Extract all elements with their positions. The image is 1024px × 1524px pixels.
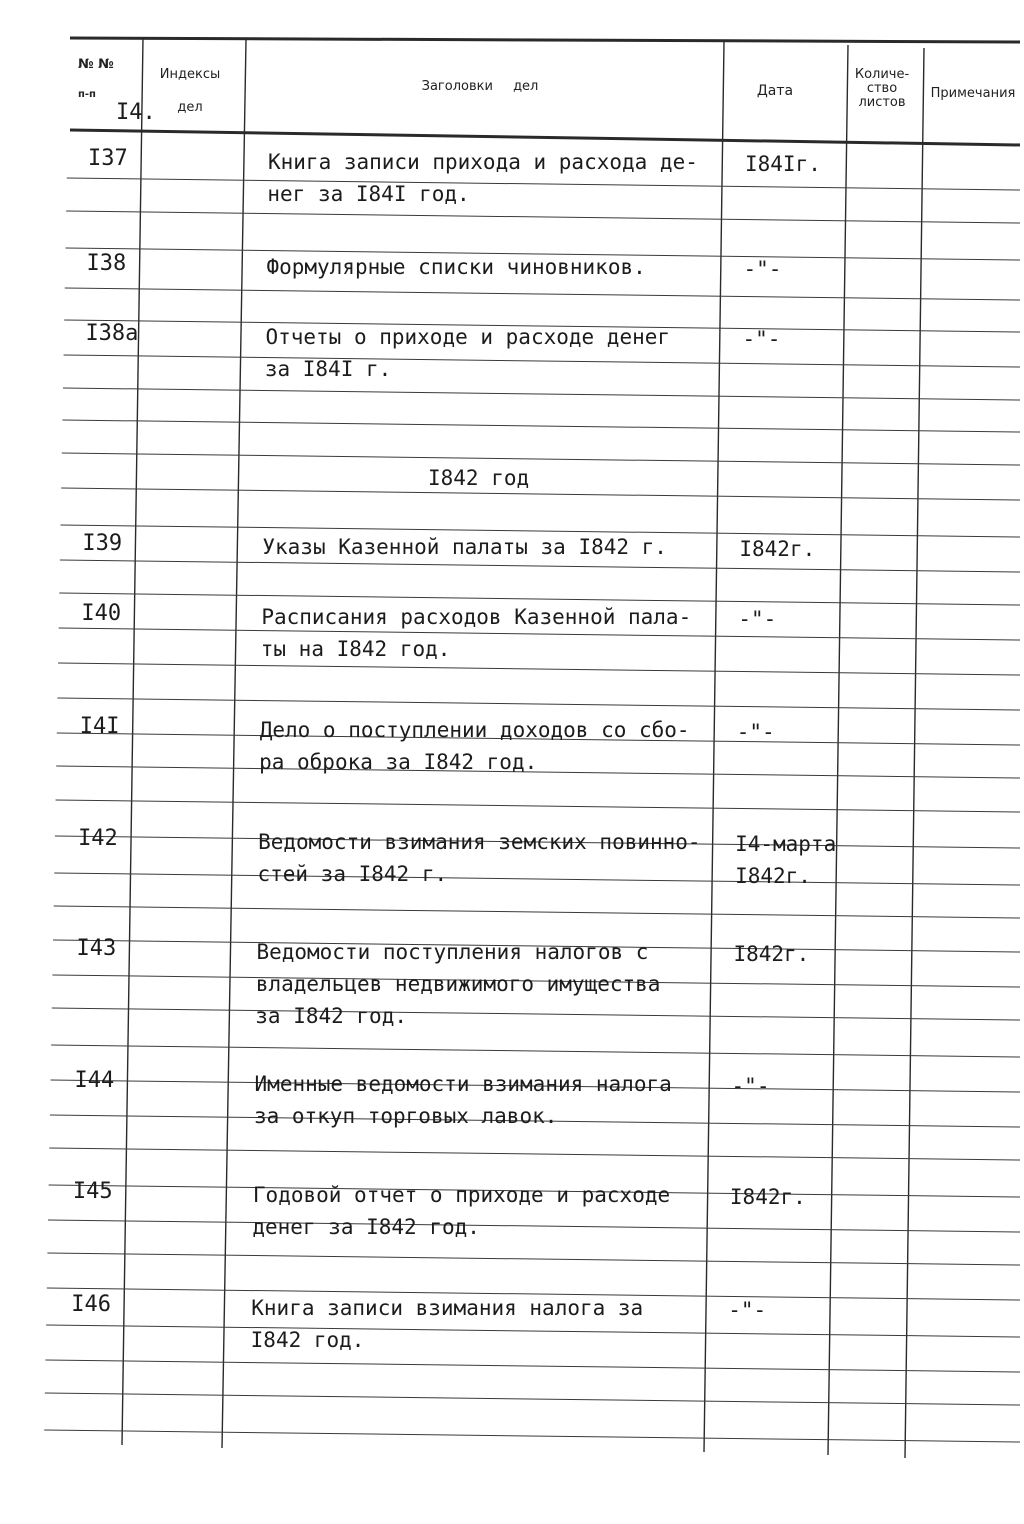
header-date-col: Дата [756,83,794,99]
ruled-line [62,420,1020,432]
ruled-line [59,628,1020,640]
ruled-line [62,453,1020,465]
entry-number: I44 [74,1068,115,1093]
header-index-col: Индексы дел [159,67,221,115]
entry-date: I842г. [729,1185,806,1209]
entry-title-line: Расписания расходов Казенной пала- [261,605,692,629]
entry-title-line: за I842 год. [255,1004,407,1028]
ruled-line [45,1393,1020,1405]
ruled-line [48,1220,1020,1232]
ruled-line [64,355,1020,367]
entry-title-line: Книга записи взимания налога за [251,1296,644,1320]
entry-number: I39 [82,531,123,556]
entry-date: -"- [738,607,777,631]
entry-date: I4-марта [735,832,837,856]
entry-title-line: Ведомости взимания земских повинно- [258,830,701,854]
entry-date: -"- [736,720,775,744]
ruled-line [54,873,1020,885]
entry-date: -"- [731,1074,770,1098]
entry-date: I84Iг. [745,152,821,176]
entry-number: I42 [78,826,118,851]
entry-title-line: Годовой отчет о приходе и расходе [252,1183,671,1207]
sheet-number: I4. [116,100,156,125]
entry-date: -"- [728,1298,767,1322]
entry-date: -"- [742,327,781,351]
ruled-line [51,1045,1020,1057]
entry-number: I45 [72,1179,113,1204]
ruled-line [56,800,1020,812]
ruled-line [65,288,1020,300]
entry-title-line: нег за I84I год. [267,182,470,206]
entry-title-line: Дело о поступлении доходов со сбо- [259,718,690,742]
ruled-line [67,178,1020,190]
header-num-label: № № [78,57,114,72]
entry-date: I842г. [735,864,811,888]
ruled-line [56,766,1020,778]
ruled-line [61,488,1020,500]
ruled-line [49,1148,1020,1160]
entry-title-line: Формулярные списки чиновников. [266,255,646,279]
ruled-line [57,698,1020,710]
ruled-line [54,906,1020,918]
entry-title-line: стей за I842 г. [257,862,448,886]
entry-title-line: за откуп торговых лавок. [253,1104,558,1128]
entry-title-line: I842 год. [250,1328,365,1352]
header-count-col: Количе-ство листов [854,67,910,110]
entry-date: -"- [743,257,782,281]
entry-date: I842г. [733,942,810,966]
entry-title-line: Указы Казенной палаты за I842 г. [262,535,667,559]
entry-title-line: денег за I842 год. [252,1215,480,1239]
ruled-line [46,1325,1020,1337]
entry-number: I38 [86,251,127,276]
entry-number: I38а [85,321,139,346]
entry-title-line: Именные ведомости взимания налога [254,1072,672,1096]
entry-number: I40 [81,601,122,626]
entry-date: I842г. [739,537,816,561]
entry-title-line: Книга записи прихода и расхода де- [268,150,698,174]
header-num-sub: п-п [78,89,96,100]
entry-number: I43 [76,936,117,961]
ruled-line [52,1008,1020,1020]
ruled-line [60,560,1020,572]
entry-number: I46 [71,1292,112,1317]
ruled-line [47,1253,1020,1265]
entry-title-line: ра оброка за I842 год. [259,750,538,774]
ruled-line [59,593,1020,605]
ruled-line [63,388,1020,400]
entry-title-line: Ведомости поступления налогов с [256,940,649,964]
entry-title-line: за I84I г. [264,357,392,381]
header-title-col: Заголовки дел [421,79,539,94]
entry-number: I4I [79,714,120,739]
header-notes-col: Примечания [930,86,1016,101]
ruled-line [44,1430,1020,1442]
ruled-line [66,211,1020,223]
entry-number: I37 [88,146,128,171]
ruled-line [45,1360,1020,1372]
entry-title-line: ты на I842 год. [260,637,451,661]
header-num-col [78,58,138,102]
ruled-line [58,663,1020,675]
entry-title-line: владельцев недвижимого имущества [255,972,661,996]
section-heading-year: I842 год [428,466,530,490]
entry-title-line: Отчеты о приходе и расходе денег [265,325,671,349]
